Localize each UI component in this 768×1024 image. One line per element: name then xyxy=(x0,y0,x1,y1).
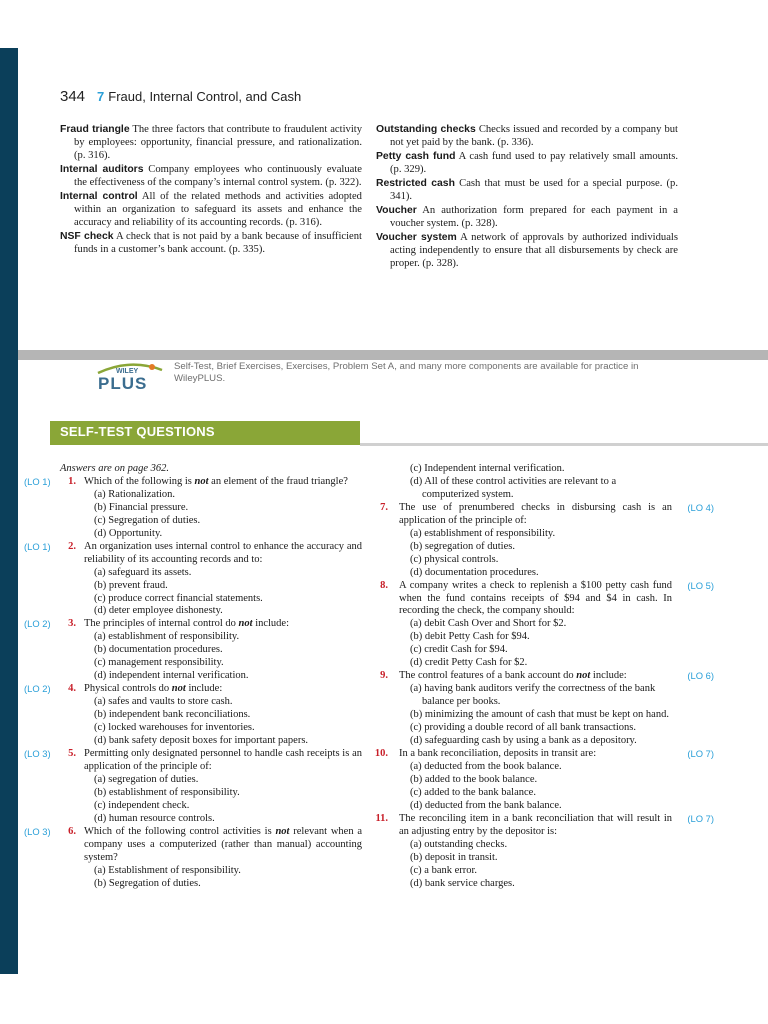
wileyplus-logo xyxy=(94,360,166,392)
question-text: The reconciling item in a bank reconciliation that will result in an adjusting entry by the depositor is: xyxy=(399,812,672,837)
glossary-definition: All of the related methods and activities adopted within an organization to safeguard its assets and enhance the accuracy and reliability of its accounting records. (p. 316). xyxy=(74,190,362,228)
answer-option: (b) minimizing the amount of cash that must be kept on hand. xyxy=(410,709,669,721)
answer-option: (a) Establishment of responsibility. xyxy=(94,864,241,876)
answer-option: (c) added to the bank balance. xyxy=(410,786,536,798)
answer-option: (c) credit Cash for $94. xyxy=(410,644,508,656)
answer-option: (d) deducted from the bank balance. xyxy=(410,799,562,811)
glossary-entry xyxy=(60,231,362,257)
glossary-entry xyxy=(60,191,362,230)
question xyxy=(20,541,362,567)
question xyxy=(344,502,714,528)
question xyxy=(344,580,714,619)
answer-option: (a) having bank auditors verify the correctness of the bank balance per books. xyxy=(410,683,656,708)
question-number: 7. xyxy=(380,501,388,513)
answer-option: (b) independent bank reconciliations. xyxy=(94,709,251,721)
questions-column-1 xyxy=(20,463,362,890)
answer-option: (c) physical controls. xyxy=(410,553,499,565)
answer-option: (b) debit Petty Cash for $94. xyxy=(410,631,530,643)
self-test-heading-bar xyxy=(50,421,360,445)
glossary-entry xyxy=(376,178,678,204)
question-number: 8. xyxy=(380,579,388,591)
answer-option: (d) deter employee dishonesty. xyxy=(94,605,223,617)
glossary-term: NSF check xyxy=(60,230,114,242)
answer-option: (d) human resource controls. xyxy=(94,812,215,824)
chapter-title: Fraud, Internal Control, and Cash xyxy=(108,89,302,104)
question-number: 4. xyxy=(68,683,76,695)
question-emphasis: not xyxy=(275,825,290,837)
self-test-rule xyxy=(360,443,768,446)
glossary-left xyxy=(60,124,362,258)
wiley-logo-top-text: WILEY xyxy=(116,368,139,375)
answer-option: (b) prevent fraud. xyxy=(94,579,168,591)
learning-objective-tag: (LO 1) xyxy=(24,540,51,552)
question-emphasis: not xyxy=(576,670,591,682)
answer-option: (a) establishment of responsibility. xyxy=(410,527,556,539)
question xyxy=(344,748,714,761)
question xyxy=(20,748,362,774)
question xyxy=(20,683,362,696)
wiley-logo-main-text: PLUS xyxy=(98,374,148,392)
answer-option: (a) debit Cash Over and Short for $2. xyxy=(410,618,567,630)
learning-objective-tag: (LO 1) xyxy=(24,475,51,487)
answer-option: (c) a bank error. xyxy=(410,864,478,876)
glossary-definition: A cash fund used to pay relatively small amounts. (p. 329). xyxy=(390,151,678,175)
page-sidebar-bar xyxy=(0,48,18,974)
glossary-entry xyxy=(60,164,362,190)
glossary-entry xyxy=(376,205,678,231)
learning-objective-tag: (LO 4) xyxy=(687,501,714,513)
question-number: 10. xyxy=(374,747,388,759)
answer-option: (c) independent check. xyxy=(94,799,190,811)
answer-option: (c) Segregation of duties. xyxy=(94,514,201,526)
question-text: Permitting only designated personnel to handle cash receipts is an application of the principle of: xyxy=(84,747,362,772)
question-number: 9. xyxy=(380,670,388,682)
answer-option: (c) locked warehouses for inventories. xyxy=(94,722,255,734)
answer-option: (b) establishment of responsibility. xyxy=(94,786,240,798)
answer-option: (d) bank service charges. xyxy=(410,877,515,889)
question xyxy=(344,813,714,839)
glossary-term: Voucher system xyxy=(376,232,457,243)
question-emphasis: not xyxy=(238,618,253,630)
glossary-definition: Cash that must be used for a special purpose. (p. 341). xyxy=(390,178,679,202)
question-number: 11. xyxy=(375,812,388,824)
answer-option: (d) independent internal verification. xyxy=(94,670,249,682)
question-emphasis: not xyxy=(194,475,209,487)
wileyplus-note: Self-Test, Brief Exercises, Exercises, Problem Set A, and many more components are available for practice in WileyPLUS. xyxy=(174,361,639,384)
glossary-definition: A network of approvals by authorized individuals acting independently to ensure that all disbursements by check are proper. (p. 328). xyxy=(390,232,678,269)
question-emphasis: not xyxy=(171,683,186,695)
question-text: A company writes a check to replenish a $100 petty cash fund when the fund contains receipts of $94 and $4 in cash. In recording the check, the company should: xyxy=(399,579,672,617)
wileyplus-logo-icon xyxy=(94,360,166,392)
learning-objective-tag: (LO 5) xyxy=(687,579,714,591)
answer-option: (c) providing a double record of all bank transactions. xyxy=(410,722,636,734)
answer-option: (d) credit Petty Cash for $2. xyxy=(410,657,528,669)
answer-option: (a) Rationalization. xyxy=(94,488,176,500)
answer-option: (d) bank safety deposit boxes for important papers. xyxy=(94,735,309,747)
question-text: The control features of a bank account do not include: xyxy=(399,670,627,682)
learning-objective-tag: (LO 3) xyxy=(24,747,51,759)
learning-objective-tag: (LO 3) xyxy=(24,825,51,837)
answer-option: (a) establishment of responsibility. xyxy=(94,631,240,643)
glossary-entry xyxy=(60,124,362,163)
question-text: The use of prenumbered checks in disbursing cash is an application of the principle of: xyxy=(399,501,672,526)
glossary-term: Outstanding checks xyxy=(376,124,476,135)
question-text: In a bank reconciliation, deposits in transit are: xyxy=(399,747,597,759)
answer-option: (c) management responsibility. xyxy=(94,657,224,669)
glossary-entry xyxy=(376,151,678,177)
answer-option: (b) Segregation of duties. xyxy=(94,877,201,889)
question-number: 1. xyxy=(68,475,76,487)
answer-option: (a) segregation of duties. xyxy=(94,773,199,785)
learning-objective-tag: (LO 2) xyxy=(24,683,51,695)
page-number: 344 xyxy=(60,88,86,105)
glossary-entry xyxy=(376,124,678,150)
learning-objective-tag: (LO 7) xyxy=(687,747,714,759)
answer-option: (a) safeguard its assets. xyxy=(94,566,192,578)
glossary-definition: A check that is not paid by a bank because of insufficient funds in a customer’s bank account. (p. 335). xyxy=(74,230,362,255)
answer-option: (b) segregation of duties. xyxy=(410,540,515,552)
self-test-heading: SELF-TEST QUESTIONS xyxy=(60,424,215,439)
answer-option: (d) documentation procedures. xyxy=(410,566,539,578)
answer-option: (d) safeguarding cash by using a bank as a depository. xyxy=(410,735,637,747)
chapter-number: 7 xyxy=(97,89,105,104)
glossary-definition: Company employees who continuously evaluate the effectiveness of the company’s internal control system. (p. 322). xyxy=(74,163,363,188)
answer-option: (a) safes and vaults to store cash. xyxy=(94,696,233,708)
page-header xyxy=(60,88,301,105)
question-number: 5. xyxy=(68,747,76,759)
learning-objective-tag: (LO 2) xyxy=(24,618,51,630)
glossary-term: Voucher xyxy=(376,205,417,216)
glossary-entry xyxy=(376,232,678,271)
answer-option: (a) outstanding checks. xyxy=(410,838,508,850)
answer-option: (a) deducted from the book balance. xyxy=(410,760,562,772)
question-number: 6. xyxy=(68,825,76,837)
answer-option: (b) Financial pressure. xyxy=(94,501,189,513)
glossary-definition: An authorization form prepared for each payment in a voucher system. (p. 328). xyxy=(390,205,678,229)
question xyxy=(344,670,714,683)
question-text: Which of the following is not an element of the fraud triangle? xyxy=(84,475,348,487)
glossary-term: Petty cash fund xyxy=(376,151,456,162)
answer-option: (c) Independent internal verification. xyxy=(410,463,565,474)
wileyplus-band xyxy=(18,350,768,360)
question-text: Physical controls do not include: xyxy=(84,683,223,695)
question xyxy=(20,826,362,865)
glossary-term: Restricted cash xyxy=(376,178,455,189)
answer-option: (d) Opportunity. xyxy=(94,527,163,539)
glossary-term: Internal auditors xyxy=(60,163,144,175)
answer-option: (d) All of these control activities are relevant to a computerized system. xyxy=(410,475,617,500)
question xyxy=(20,618,362,631)
question-text: The principles of internal control do not include: xyxy=(84,618,290,630)
question-text: An organization uses internal control to enhance the accuracy and reliability of its accounting records and to: xyxy=(84,540,362,565)
learning-objective-tag: (LO 7) xyxy=(687,812,714,824)
questions-column-2 xyxy=(344,463,714,890)
answer-option: (b) deposit in transit. xyxy=(410,851,498,863)
question-text: Which of the following control activities is not relevant when a company uses a computerized (rather than manual) accounting system? xyxy=(84,825,363,863)
answer-option: (b) added to the book balance. xyxy=(410,773,538,785)
question xyxy=(20,476,362,489)
question-number: 2. xyxy=(68,540,76,552)
glossary-right xyxy=(376,124,678,272)
glossary-definition: Checks issued and recorded by a company but not yet paid by the bank. (p. 336). xyxy=(390,124,678,148)
answer-option: (b) documentation procedures. xyxy=(94,644,223,656)
question-number: 3. xyxy=(68,618,76,630)
glossary-term: Fraud triangle xyxy=(60,124,130,135)
glossary-definition: The three factors that contribute to fraudulent activity by employees: opportunity, financial pressure, and rationalization. (p. 316). xyxy=(74,124,362,161)
answers-note: Answers are on page 362. xyxy=(60,463,169,474)
glossary-term: Internal control xyxy=(60,190,138,202)
learning-objective-tag: (LO 6) xyxy=(687,670,714,682)
answer-option: (c) produce correct financial statements. xyxy=(94,592,263,604)
